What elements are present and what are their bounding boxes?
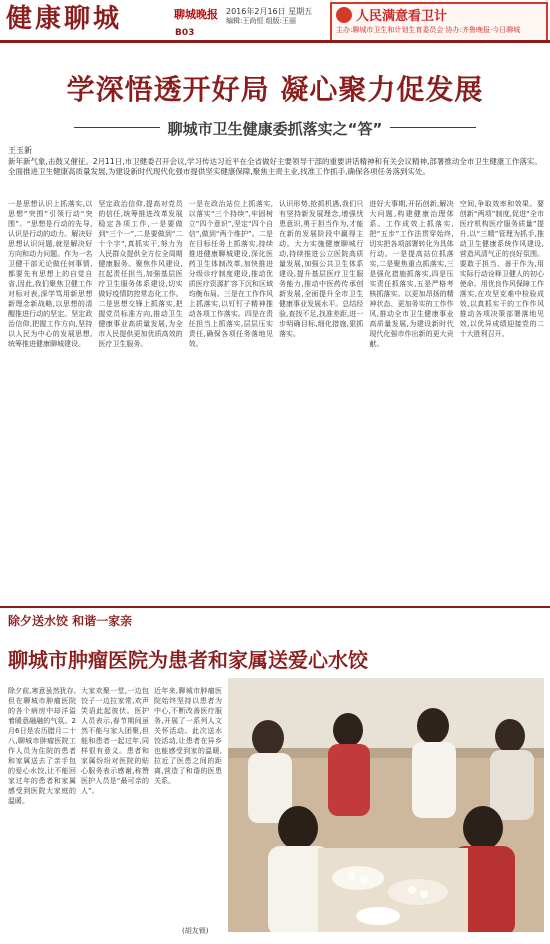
section-tag: 除夕送水饺 和谐一家亲 [8,614,133,628]
section-divider [0,606,550,608]
article-column-2: 坚定政治信仰,提高对党员的信任,统筹推进改革发展稳定各项工作,一是要做到“三个一”,二是要做到“二十个字”,真抓实干,努力为人民群众提供全方位全周期健康服务。聚焦作风建设,扛起责任担当,加强基层医疗卫生服务体系建设,切实做好疫情防控常态化工作。二是思想交锋上抓落实,把握党员标准方向,推动卫生健康事业高质量发展,为全市人民提供更加优质高效的医疗卫生服务。 [98,200,183,348]
story-column-2: 大家欢聚一堂,一边包饺子一边拉家常,欢声笑语此起彼伏。医护人员表示,春节期间虽然不能与家人团聚,但能和患者一起过年,同样很有意义。患者和家属纷纷对医院的贴心服务表示感谢,称赞医护人员是“最可亲的人”。 [81,687,149,795]
article-lead: 新年新气象,击鼓又催征。2月11日,市卫健委召开会议,学习传达习近平在全省做好主要领导干部的重要讲话精神和有关会议精神,部署推动全市卫生健康工作落实。全面推进卫生健康高质量发展,为建设新时代现代化强市提供坚实健康保障,聚焦主责主业,找准工作抓手,确保各项任务落到实处。 [8,157,542,176]
article-subtitle: 聊城市卫生健康委抓落实之“答” [167,120,383,138]
story-byline: (胡友锁) [182,927,209,935]
emblem-icon [336,7,352,23]
masthead [6,4,172,34]
dumpling-photo [228,678,544,932]
header-divider [0,40,550,43]
article-author: 王玉新 [8,146,32,155]
story-column-1: 除夕前,寒意虽然犹存,但在聊城市肿瘤医院的各个病房中却洋溢着暖意融融的气氛。2月6日是农历腊月二十八,聊城市肿瘤医院工作人员为住院的患者和家属送去了亲手包的爱心水饺,让不能回家过年的患者和家属感受到医院大家庭的温暖。 [8,687,76,805]
article-column-5: 进好大事期,开拓创新,解决大问题,构建健康治理体系。工作成效上抓落实,把“五步”工作法贯穿始终,切实把各项部署转化为具体行动。一是提高站位抓落实,二是聚焦重点抓落实,三是强化措施抓落实,四是压实责任抓落实,五是严格考核抓落实。以更加昂扬的精神状态、更加务实的工作作风,推动全市卫生健康事业高质量发展,为建设新时代现代化强市作出新的更大贡献。 [369,200,454,348]
article-column-1: 一是思想认识上抓落实,以思想“突围”引领行动“突围”。“思想是行动的先导,认识是行动的动力。解决好思想认识问题,就是解决好方向和动力问题。作为一名卫健干部无论做任何事情,都要先有思想上的自觉自省,因此,我们聚焦卫健工作对标对表,深学笃用新思想新理念新战略,以思想的清醒推进行动的坚定。坚定政治信仰,把握工作方向,坚持以人民为中心的发展思想,统筹推进健康聊城建设。 [8,200,93,348]
section-title: 健康聊城 [6,4,123,34]
ad-title: 人民满意看卫计 [356,9,448,24]
ad-banner [330,2,548,42]
paper-logo: 聊城晚报 [174,8,218,21]
story-column-3: 近年来,聊城市肿瘤医院始终坚持以患者为中心,不断改善医疗服务,开展了一系列人文关怀活动。此次送水饺活动,让患者在异乡也能感受到家的温暖,拉近了医患之间的距离,营造了和谐的医患关系。 [154,687,222,785]
article-column-4: 认识形势,抢抓机遇,我们只有坚持新发展理念,增强忧患意识,勇于担当作为,才能在新的发展阶段中赢得主动。大力实施健康聊城行动,持续推进公立医院高质量发展,加强公共卫生体系建设,提升基层医疗卫生服务能力,推动中医药传承创新发展,全面提升全市卫生健康事业发展水平。总结经验,查找不足,找准差距,进一步明确目标,细化措施,狠抓落实。 [279,200,364,338]
issue-date: 2016年2月16日 星期五 [226,7,313,16]
article-column-3: 一是在政治站位上抓落实,以落实“三个持续”,牢固树立“四个意识”,坚定“四个自信”,做到“两个维护”。二是在目标任务上抓落实,持续推进健康聊城建设,深化医药卫生体制改革,加快推进分级诊疗制度建设,推动优质医疗资源扩容下沉和区域均衡布局。三是在工作作风上抓落实,以钉钉子精神推动各项工作落实。四是在责任担当上抓落实,层层压实责任,确保各项任务落地见效。 [188,200,273,348]
story-body [8,686,222,930]
editor-line: 编辑:王尚恒 组版:王丽 [226,17,296,25]
story-headline: 聊城市肿瘤医院为患者和家属送爱心水饺 [8,648,368,672]
page-code: B03 [175,28,195,38]
article-column-6: 空间,争取效率和效果。要创新“两项”制度,促进“全市医疗机构医疗服务质量”提升,以“三精”管理为抓手,推动卫生健康系统作风建设,营造风清气正的良好氛围。要敢于担当、善于作为,用实际行动诠释卫健人的初心使命。用优良作风保障工作落实,在攻坚克难中检验成效,以真抓实干的工作作风推动各项决策部署落地见效,以优异成绩迎接党的二十大胜利召开。 [459,200,544,338]
article-headline: 学深悟透开好局 凝心聚力促发展 [66,73,484,106]
ad-subtitle: 主办:聊城市卫生和计划生育委员会 协办:齐鲁晚报·今日聊城 [336,26,521,34]
subtitle-rule-right [390,127,476,128]
article-body [8,199,544,595]
